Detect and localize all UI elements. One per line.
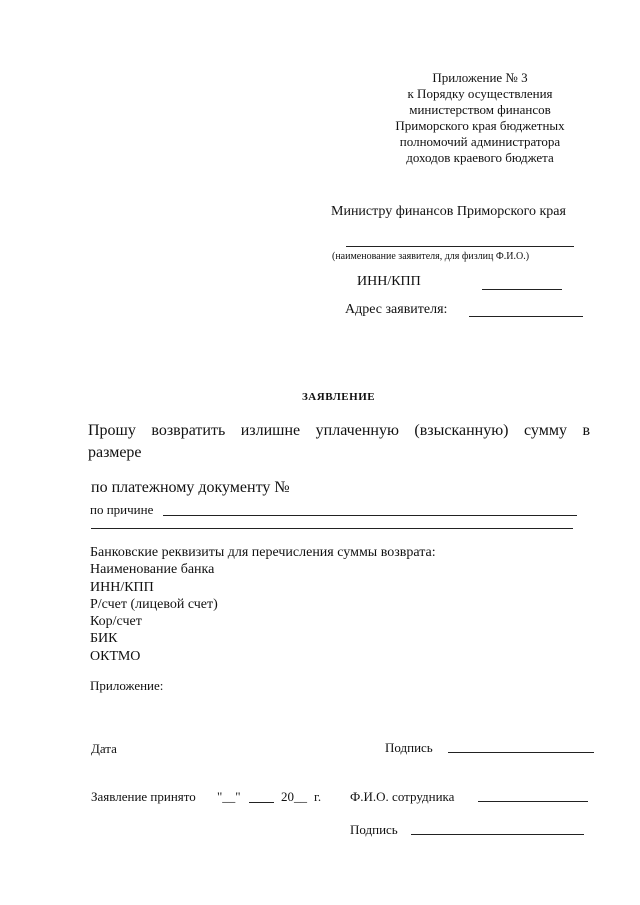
addressee: Министру финансов Приморского края xyxy=(331,204,566,219)
accepted-month-line xyxy=(249,802,274,803)
accepted-year: 20__ xyxy=(281,789,307,804)
applicant-name-line xyxy=(346,246,574,247)
bank-details-heading: Банковские реквизиты для перечисления суммы возврата: xyxy=(90,545,436,560)
appendix-line: к Порядку осуществления xyxy=(407,86,553,101)
employee-name-line xyxy=(478,801,588,802)
date-label: Дата xyxy=(91,741,117,756)
request-line-2: размере xyxy=(88,444,142,461)
signature-label: Подпись xyxy=(385,740,433,755)
appendix-line: Приложение № 3 xyxy=(432,70,528,85)
accepted-label: Заявление принято xyxy=(91,789,196,804)
request-paragraph xyxy=(88,420,590,464)
bank-field-corr-account: Кор/счет xyxy=(90,614,142,630)
reason-label: по причине xyxy=(90,502,154,517)
bank-field-bik: БИК xyxy=(90,631,118,647)
document-title: ЗАЯВЛЕНИЕ xyxy=(302,391,376,403)
accepted-year-suffix: г. xyxy=(314,789,322,804)
request-line-1: Прошу возвратить излишне уплаченную (взысканную) сумму в xyxy=(88,422,590,439)
applicant-note: (наименование заявителя, для физлиц Ф.И.О.) xyxy=(332,251,530,262)
reason-line-1 xyxy=(163,515,577,516)
appendix-header xyxy=(360,70,600,166)
bank-field-inn-kpp: ИНН/КПП xyxy=(90,579,154,595)
reason-line-2 xyxy=(91,528,573,529)
bank-details xyxy=(90,544,436,665)
appendix-line: министерством финансов xyxy=(409,102,551,117)
inn-kpp-label: ИНН/КПП xyxy=(357,274,421,289)
signature-line xyxy=(448,752,594,753)
employee-signature-line xyxy=(411,834,584,835)
appendix-line: доходов краевого бюджета xyxy=(406,150,554,165)
address-label: Адрес заявителя: xyxy=(345,302,448,317)
accepted-day-blank: "__" xyxy=(217,789,241,804)
appendix-line: полномочий администратора xyxy=(399,134,561,149)
attachment-label: Приложение: xyxy=(90,678,164,693)
inn-kpp-line xyxy=(482,289,562,290)
bank-field-oktmo: ОКТМО xyxy=(90,648,141,664)
employee-signature-label: Подпись xyxy=(350,822,398,837)
bank-field-account: Р/счет (лицевой счет) xyxy=(90,596,218,612)
employee-label: Ф.И.О. сотрудника xyxy=(350,789,455,804)
appendix-line: Приморского края бюджетных xyxy=(395,118,565,133)
address-line xyxy=(469,316,583,317)
payment-document-label: по платежному документу № xyxy=(91,479,290,496)
bank-field-bank-name: Наименование банка xyxy=(90,562,215,578)
